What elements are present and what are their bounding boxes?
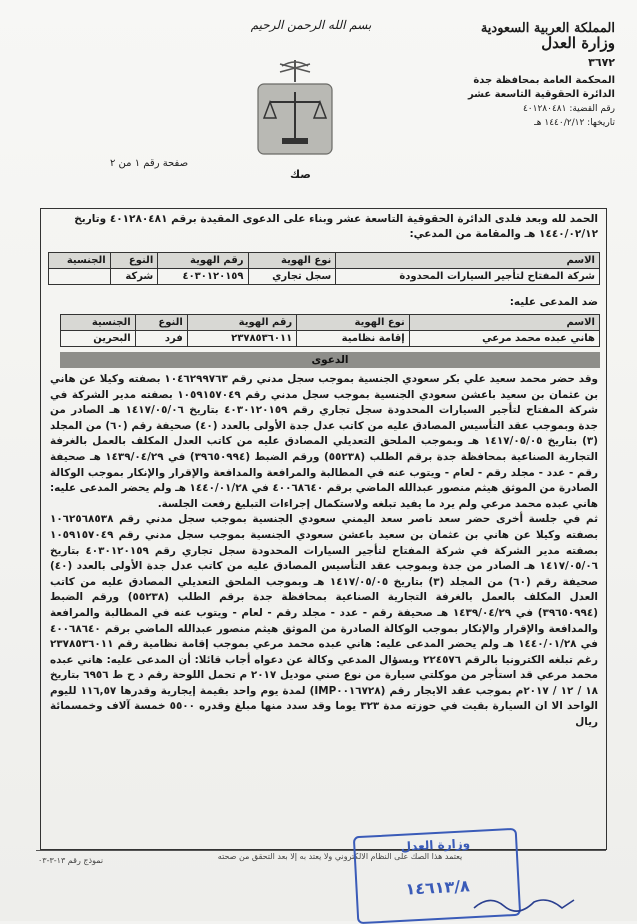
defendant-label: ضد المدعى عليه:	[509, 296, 598, 308]
plaintiff-header-type: النوع	[110, 253, 158, 269]
defendant-type: فرد	[135, 331, 187, 347]
bismillah: بسم الله الرحمن الرحيم	[250, 18, 372, 32]
page-number: صفحة رقم ١ من ٢	[110, 158, 189, 169]
ministry-emblem-icon	[252, 56, 338, 156]
stamp-title: وزارة العدل	[400, 836, 471, 854]
lawsuit-body	[50, 372, 598, 731]
plaintiff-header-nationality: الجنسية	[49, 253, 111, 269]
plaintiff-header-id-type: نوع الهوية	[248, 253, 336, 269]
form-title: صك	[290, 168, 311, 181]
defendant-header-id-type: نوع الهوية	[297, 315, 410, 331]
plaintiff-id-number: ٤٠٣٠١٢٠١٥٩	[158, 269, 248, 285]
defendant-name: هاني عبده محمد مرعي	[409, 331, 599, 347]
case-date: تاريخها: ١٤٤٠/٢/١٢ هـ	[534, 118, 615, 128]
footer-divider	[36, 850, 606, 851]
plaintiff-nationality	[49, 269, 111, 285]
case-number: رقم القضية: ٤٠١٢٨٠٤٨١	[522, 104, 615, 114]
plaintiff-id-type: سجل تجاري	[248, 269, 336, 285]
defendant-header-nationality: الجنسية	[61, 315, 136, 331]
plaintiff-name: شركة المفتاح لتأجير السيارات المحدودة	[336, 269, 600, 285]
circuit-name: الدائرة الحقوقية التاسعة عشر	[467, 89, 615, 100]
kingdom-name: المملكة العربية السعودية	[480, 21, 615, 36]
defendant-table	[60, 314, 600, 347]
plaintiff-header-id-number: رقم الهوية	[158, 253, 248, 269]
body-paragraph-1: وقد حضر محمد سعيد علي بكر سعودي الجنسية بموجب سجل مدني رقم ١٠٤٦٢٩٩٧٦٣ بصفته وكيلا عن هاني بن عثمان بن سعيد باعشن سعودي الجنسية بموجب سجل مدني رقم ١٠٥٩١٥٧٠٤٩ بصفته مدير الشركة في شركة المفتاح لتأجير السيارات المحدودة سجل تجاري رقم ٤٠٣٠١٢٠١٥٩ بتاريخ ١٤١٧/٠٥/٠٦ هـ الصادر من جدة وبموجب عقد التأسيس المصادق عليه من كاتب عدل جدة الأولى بالعدد (٤٠) صحيفة رقم (٦٠) من المجلد (٣) بتاريخ ١٤١٧/٠٥/٠٥ هـ وبموجب الملحق التعديلي المصادق عليه من كاتب العدل المكلف بالعمل بالغرفة التجارية الصناعية بمحافظة جدة برقم الطلب (٥٥٢٣٨) ورقم الضبط (٣٩٦٥٠٩٩٤) في ١٤٣٩/٠٤/٢٩ هـ صحيفة رقم - عدد - مجلد رقم - لعام - ويتوب عنه في المطالبة والمرافعة والمدافعة والإقرار والإنكار بموجب الوكالة الصادرة من الموثق هيثم منصور عبدالله الماضي برقم ٤٠٠٦٨٦٤٠ في ١٤٤٠/٠١/٢٨ هـ ولم يحضر المدعى عليه: هاني عبده محمد مرعي ولم يرد ما يفيد تبلغه ولاستكمال إجراءات التبليغ رفعت الجلسة.	[50, 373, 599, 510]
court-name: المحكمة العامة بمحافظة جدة	[473, 75, 615, 86]
form-number: نموذج رقم ١٣-٣-٠٣	[38, 856, 104, 865]
intro-paragraph: الحمد لله وبعد فلدى الدائرة الحقوقية التاسعة عشر وبناء على الدعوى المقيدة برقم ٤٠١٢٨٠٤٨١ وتاريخ ١٤٤٠/٠٢/١٢ هـ والمقامة من المدعي:	[74, 213, 598, 240]
ministry-name: وزارة العدل	[541, 34, 615, 52]
section-title-lawsuit: الدعوى	[60, 352, 600, 368]
defendant-id-number: ٢٣٧٨٥٣٦٠١١	[187, 331, 296, 347]
signature-icon	[470, 890, 580, 916]
stamp-number: ١٤٦١٣/٨	[404, 876, 471, 899]
document-number: ٣٦٧٢	[588, 56, 615, 69]
body-paragraph-2: ثم في جلسة أخرى حضر سعد ناصر سعد اليمني سعودي الجنسية بموجب سجل مدني رقم ١٠٦٢٥٦٨٥٣٨ بصفته وكيلا عن هاني بن عثمان بن سعيد باعشن سعودي الجنسية بموجب سجل مدني رقم ١٠٥٩١٥٧٠٤٩ بصفته مدير الشركة في شركة المفتاح لتأجير السيارات المحدودة سجل تجاري رقم ٤٠٣٠١٢٠١٥٩ بتاريخ ١٤١٧/٠٥/٠٦ هـ الصادر من جدة وبموجب عقد التأسيس المصادق عليه من كاتب عدل جدة الأولى بالعدد (٤٠) صحيفة رقم (٦٠) من المجلد (٣) بتاريخ ١٤١٧/٠٥/٠٥ هـ وبموجب الملحق التعديلي المصادق عليه من كاتب العدل المكلف بالعمل بالغرفة التجارية الصناعية بمحافظة جدة برقم الطلب (٥٥٢٣٨) ورقم الضبط (٣٩٦٥٠٩٩٤) في ١٤٣٩/٠٤/٢٩ هـ صحيفة رقم - عدد - مجلد رقم - لعام - ويتوب عنه في المطالبة والمرافعة والمدافعة والإقرار والإنكار بموجب الوكالة الصادرة من الموثق هيثم منصور عبدالله الماضي برقم ٤٠٠٦٨٦٤٠ في ١٤٤٠/٠١/٢٨ هـ ولم يحضر المدعى عليه: هاني عبده محمد مرعي بموجب إقامة نظامية رقم ٢٣٧٨٥٣٦٠١١ رغم تبلغه الكترونيا بالرقم ٢٢٤٥٧٦ وبسؤال المدعي وكالة عن دعواه أجاب قائلا: أن المدعى عليه: هاني عبده محمد مرعي قد استأجر من موكلتي سيارة من نوع صني موديل ٢٠١٧ م تحمل اللوحة رقم د ح ط ٦٩٥٦ بتاريخ ١٨ / ١٢ / ٢٠١٧م بموجب عقد الايجار رقم (IMP٠٠١٦٧٢٨) لمدة يوم واحد بقيمة إيجارية وقدرها ١١٦,٥٧ لليوم الواحد الا ان السيارة بقيت في حوزته مدة ٣٢٣ يوما وقد سدد منها مبلغ وقدره ٥٥٠٠ خمسة آلاف وخمسمائة ريال	[50, 513, 599, 729]
plaintiff-table	[48, 252, 600, 285]
footer-note: يعتمد هذا الصك على النظام الالكتروني ولا يعتد به إلا بعد التحقق من صحته	[217, 852, 463, 861]
defendant-header-id-number: رقم الهوية	[187, 315, 296, 331]
defendant-nationality: البحرين	[61, 331, 136, 347]
defendant-id-type: إقامة نظامية	[297, 331, 410, 347]
plaintiff-type: شركة	[110, 269, 158, 285]
table-row	[49, 269, 600, 285]
letterhead	[445, 22, 615, 130]
table-row	[61, 331, 600, 347]
defendant-header-name: الاسم	[409, 315, 599, 331]
defendant-header-type: النوع	[135, 315, 187, 331]
plaintiff-header-name: الاسم	[336, 253, 600, 269]
